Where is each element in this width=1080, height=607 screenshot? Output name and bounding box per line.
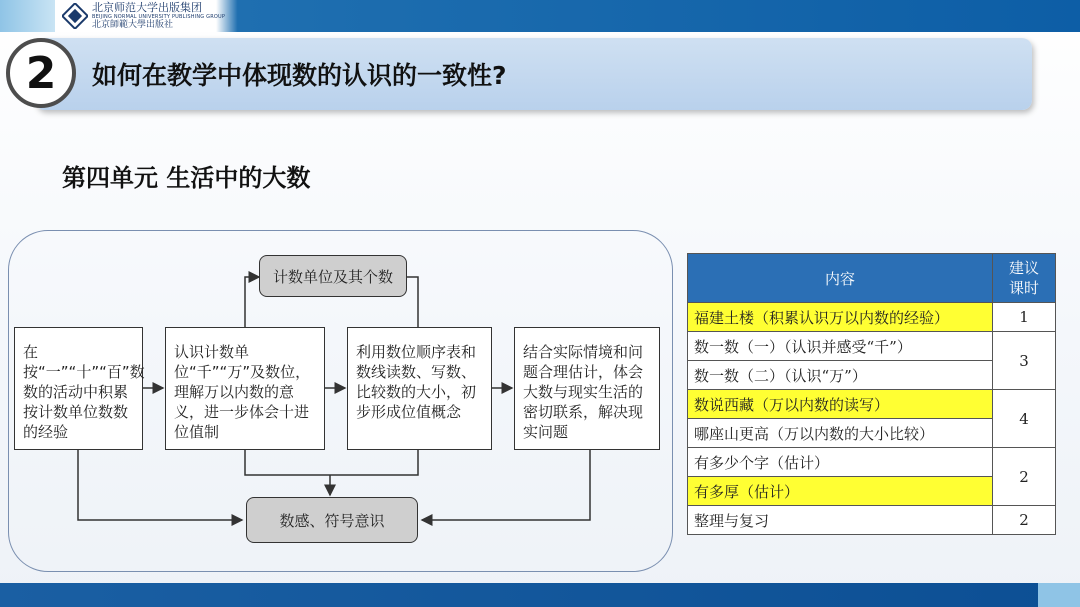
logo-line-2: BEIJING NORMAL UNIVERSITY PUBLISHING GROUP [92,14,226,20]
header-hours-line2: 课时 [1008,279,1039,297]
flow-node-4: 结合实际情境和问题合理估计，体会大数与现实生活的密切联系，解决现实问题 [514,327,660,450]
logo-line-1: 北京师范大学出版集团 [92,1,202,14]
bottom-stripe [1038,583,1080,607]
table-cell-content: 哪座山更高（万以内数的大小比较） [688,419,993,448]
slide-title: 如何在教学中体现数的认识的一致性? [92,61,507,90]
header-hours-line1: 建议 [1008,259,1039,277]
bottom-banner [0,583,1080,607]
table-row [688,448,1056,477]
table-cell-content: 有多厚（估计） [688,477,993,506]
lesson-table [687,253,1056,535]
flow-node-1: 在按“一”“十”“百”数数的活动中积累按计数单位数数的经验 [14,327,143,450]
header-hours [993,254,1056,303]
flow-node-3: 利用数位顺序表和数线读数、写数、比较数的大小，初步形成位值概念 [347,327,492,450]
table-row [688,332,1056,361]
header-content: 内容 [688,254,993,303]
logo-line-3: 北京師範大學出版社 [92,20,174,30]
table-cell-hours: 1 [993,303,1056,332]
table-cell-hours: 2 [993,506,1056,535]
table-row [688,390,1056,419]
section-number: 2 [25,47,57,99]
table-cell-content: 福建土楼（积累认识万以内数的经验） [688,303,993,332]
table-cell-hours: 4 [993,390,1056,448]
flow-node-top: 计数单位及其个数 [259,255,407,297]
table-cell-hours: 2 [993,448,1056,506]
table-cell-content: 有多少个字（估计） [688,448,993,477]
table-cell-hours: 3 [993,332,1056,390]
table-cell-content: 数说西藏（万以内数的读写） [688,390,993,419]
table-cell-content: 数一数（一）（认识并感受“千”） [688,332,993,361]
table-row [688,506,1056,535]
flow-node-2: 认识计数单位“千”“万”及数位，理解万以内数的意义，进一步体会十进位值制 [165,327,325,450]
table-cell-content: 数一数（二）（认识“万”） [688,361,993,390]
table-cell-content: 整理与复习 [688,506,993,535]
table-row [688,303,1056,332]
table-header-row [688,254,1056,303]
flow-node-bottom: 数感、符号意识 [246,497,418,543]
unit-title: 第四单元 生活中的大数 [62,164,311,192]
